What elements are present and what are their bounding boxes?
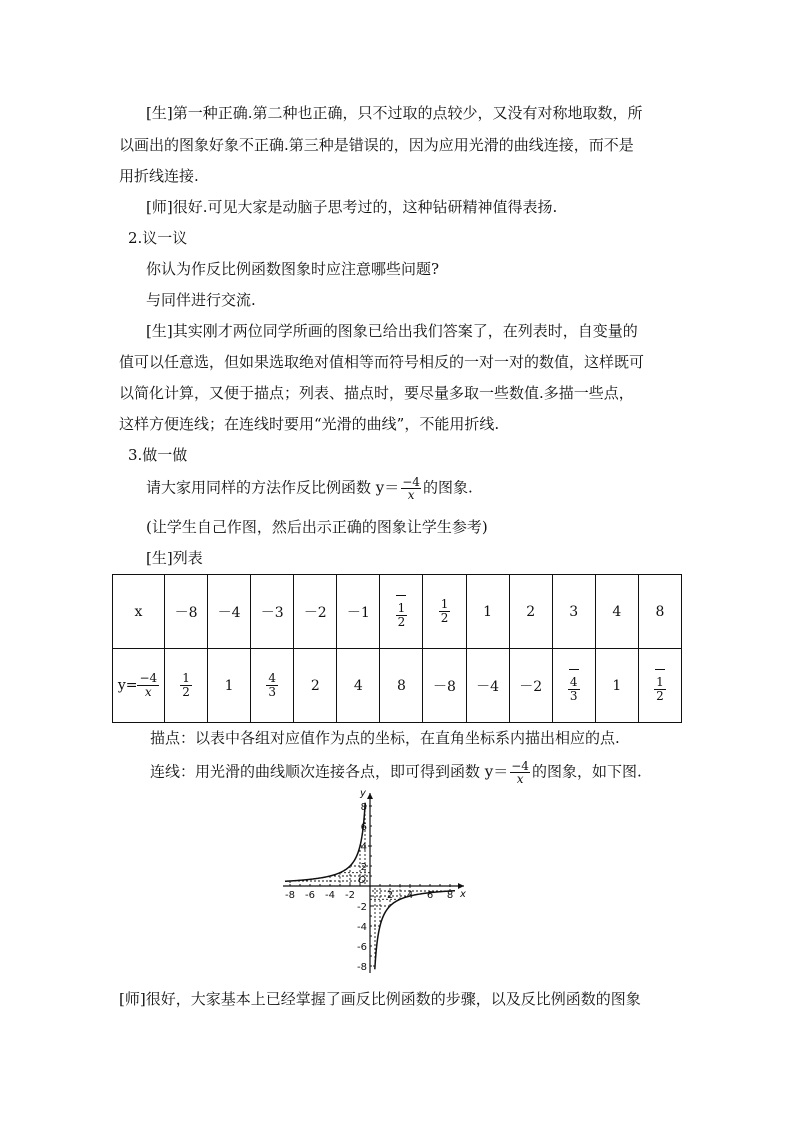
section-heading: 3.做一做 xyxy=(128,446,188,464)
labels xyxy=(285,788,466,973)
text-run: 请大家用同样的方法作反比例函数 y＝ xyxy=(146,478,400,497)
function-graph xyxy=(262,780,472,975)
paragraph-line: 描点：以表中各组对应值作为点的坐标，在直角坐标系内描出相应的点. xyxy=(150,729,620,747)
x-tick-label: 8 xyxy=(446,890,454,901)
fraction-body xyxy=(568,676,580,703)
table-header-y xyxy=(113,649,165,723)
minus-sign xyxy=(655,669,665,670)
fraction-denominator: 2 xyxy=(440,611,449,625)
y-axis-label: y xyxy=(360,788,366,799)
table-cell-y: 1 xyxy=(595,649,638,723)
fraction-denominator: 3 xyxy=(569,688,578,703)
y-tick-label: -2 xyxy=(357,902,367,913)
fraction-numerator: 4 xyxy=(569,674,578,689)
fraction xyxy=(510,760,530,785)
x-tick-label: -8 xyxy=(285,890,295,901)
fraction xyxy=(401,476,421,501)
table-cell-y: －4 xyxy=(466,649,509,723)
curve-branch-right xyxy=(375,891,455,970)
fraction-numerator: 4 xyxy=(268,671,277,685)
table-cell-y xyxy=(552,649,595,723)
fraction-denominator: 2 xyxy=(656,688,664,703)
fraction-body xyxy=(654,676,666,703)
fraction-numerator: −4 xyxy=(511,759,529,773)
fraction-numerator: 1 xyxy=(440,597,449,611)
fraction-denominator: 2 xyxy=(182,685,190,699)
y-tick-label: -4 xyxy=(357,922,367,933)
paragraph-line: 以简化计算，又便于描点；列表、描点时，要尽量多取一些数值.多描一些点， xyxy=(119,384,634,402)
y-axis-arrow xyxy=(367,793,373,799)
x-tick-label: 6 xyxy=(426,890,434,901)
text-run: 的图象，如下图. xyxy=(531,762,642,781)
fraction-denominator: x xyxy=(144,685,152,699)
text-run: y= xyxy=(117,677,138,694)
table-cell-y: 1 xyxy=(208,649,251,723)
fraction xyxy=(439,598,451,625)
y-tick-label: -8 xyxy=(357,962,367,973)
table-cell-y: 2 xyxy=(294,649,337,723)
table-cell-x: 4 xyxy=(595,575,638,649)
negative-fraction xyxy=(654,669,666,703)
fraction-numerator: −4 xyxy=(402,475,420,489)
x-tick-label: 2 xyxy=(386,890,394,901)
x-tick-label: -4 xyxy=(325,890,335,901)
table-cell-x: 8 xyxy=(638,575,681,649)
fraction-numerator: −4 xyxy=(139,671,158,685)
paragraph-line xyxy=(146,476,473,501)
fraction xyxy=(266,672,278,699)
minus-sign xyxy=(396,595,406,596)
fraction-body xyxy=(439,598,451,625)
fraction-denominator: x xyxy=(407,488,415,502)
paragraph-line: 你认为作反比例函数图象时应注意哪些问题? xyxy=(146,260,440,278)
table-header-x: x xyxy=(113,575,165,649)
paragraph-line: 与同伴进行交流. xyxy=(146,291,256,309)
x-tick-label: -6 xyxy=(305,890,315,901)
paragraph-line: [生]其实刚才两位同学所画的图象已给出我们答案了，在列表时，自变量的 xyxy=(146,322,638,340)
table-cell-y: －2 xyxy=(509,649,552,723)
text-run: 连线：用光滑的曲线顺次连接各点，即可得到函数 y＝ xyxy=(150,762,509,781)
section-heading: 2.议一议 xyxy=(128,229,188,247)
table-cell-x: －1 xyxy=(337,575,380,649)
table-cell-x: －2 xyxy=(294,575,337,649)
paragraph-line: 用折线连接. xyxy=(119,167,199,185)
y-tick-label: 2 xyxy=(360,862,367,873)
text-run: 的图象. xyxy=(422,478,473,497)
fraction-denominator: x xyxy=(516,772,524,786)
paragraph-line: [生]第一种正确.第二种也正确，只不过取的点较少，又没有对称地取数，所 xyxy=(146,104,643,122)
fraction-denominator: 2 xyxy=(397,614,406,629)
paragraph-line: 这样方便连线；在连线时要用“光滑的曲线”，不能用折线. xyxy=(119,415,500,433)
negative-fraction xyxy=(568,669,580,703)
paragraph-line: (让学生自己作图，然后出示正确的图象让学生参考) xyxy=(146,518,488,536)
fraction-body xyxy=(396,602,408,629)
y-tick-label: 8 xyxy=(360,802,367,813)
paragraph-line: [师]很好.可见大家是动脑子思考过的，这种钻研精神值得表扬. xyxy=(146,198,558,216)
x-tick-label: -2 xyxy=(345,890,355,901)
table-cell-x: －4 xyxy=(208,575,251,649)
negative-fraction xyxy=(396,595,408,629)
paragraph-line: 值可以任意选，但如果选取绝对值相等而符号相反的一对一对的数值，这样既可 xyxy=(119,353,645,371)
table-cell-x: 3 xyxy=(552,575,595,649)
paragraph-line: [师]很好，大家基本上已经掌握了画反比例函数的步骤，以及反比例函数的图象 xyxy=(119,990,641,1008)
table-cell-y: 8 xyxy=(380,649,423,723)
fraction xyxy=(137,672,159,699)
paragraph-line: [生]列表 xyxy=(146,549,203,567)
origin-label: O xyxy=(358,875,366,886)
table-cell-y xyxy=(638,649,681,723)
y-tick-label: 6 xyxy=(360,822,367,833)
table-row-x xyxy=(113,575,682,649)
y-tick-label: 4 xyxy=(360,842,367,853)
table-cell-x xyxy=(380,575,423,649)
value-table xyxy=(112,574,682,723)
fraction-denominator: 3 xyxy=(268,685,277,699)
minus-sign xyxy=(569,669,579,670)
fraction-body xyxy=(180,672,192,699)
x-axis-label: x xyxy=(460,889,466,900)
fraction-numerator: 1 xyxy=(182,671,190,685)
table-cell-x xyxy=(423,575,466,649)
table-cell-x: －3 xyxy=(251,575,294,649)
table-cell-x: 1 xyxy=(466,575,509,649)
table-cell-y xyxy=(165,649,208,723)
table-cell-y: －8 xyxy=(423,649,466,723)
curve-branch-left xyxy=(285,803,365,882)
table-row-y xyxy=(113,649,682,723)
fraction-body xyxy=(266,672,278,699)
table-cell-y xyxy=(251,649,294,723)
table-cell-x: 2 xyxy=(509,575,552,649)
x-tick-label: 4 xyxy=(406,890,414,901)
fraction-numerator: 1 xyxy=(656,674,664,689)
table-cell-x: －8 xyxy=(165,575,208,649)
fraction xyxy=(180,672,192,699)
table-cell-y: 4 xyxy=(337,649,380,723)
fraction-numerator: 1 xyxy=(397,600,406,615)
y-tick-label: -6 xyxy=(357,942,367,953)
paragraph-line: 以画出的图象好象不正确.第三种是错误的，因为应用光滑的曲线连接，而不是 xyxy=(119,136,634,154)
axes xyxy=(283,793,464,973)
